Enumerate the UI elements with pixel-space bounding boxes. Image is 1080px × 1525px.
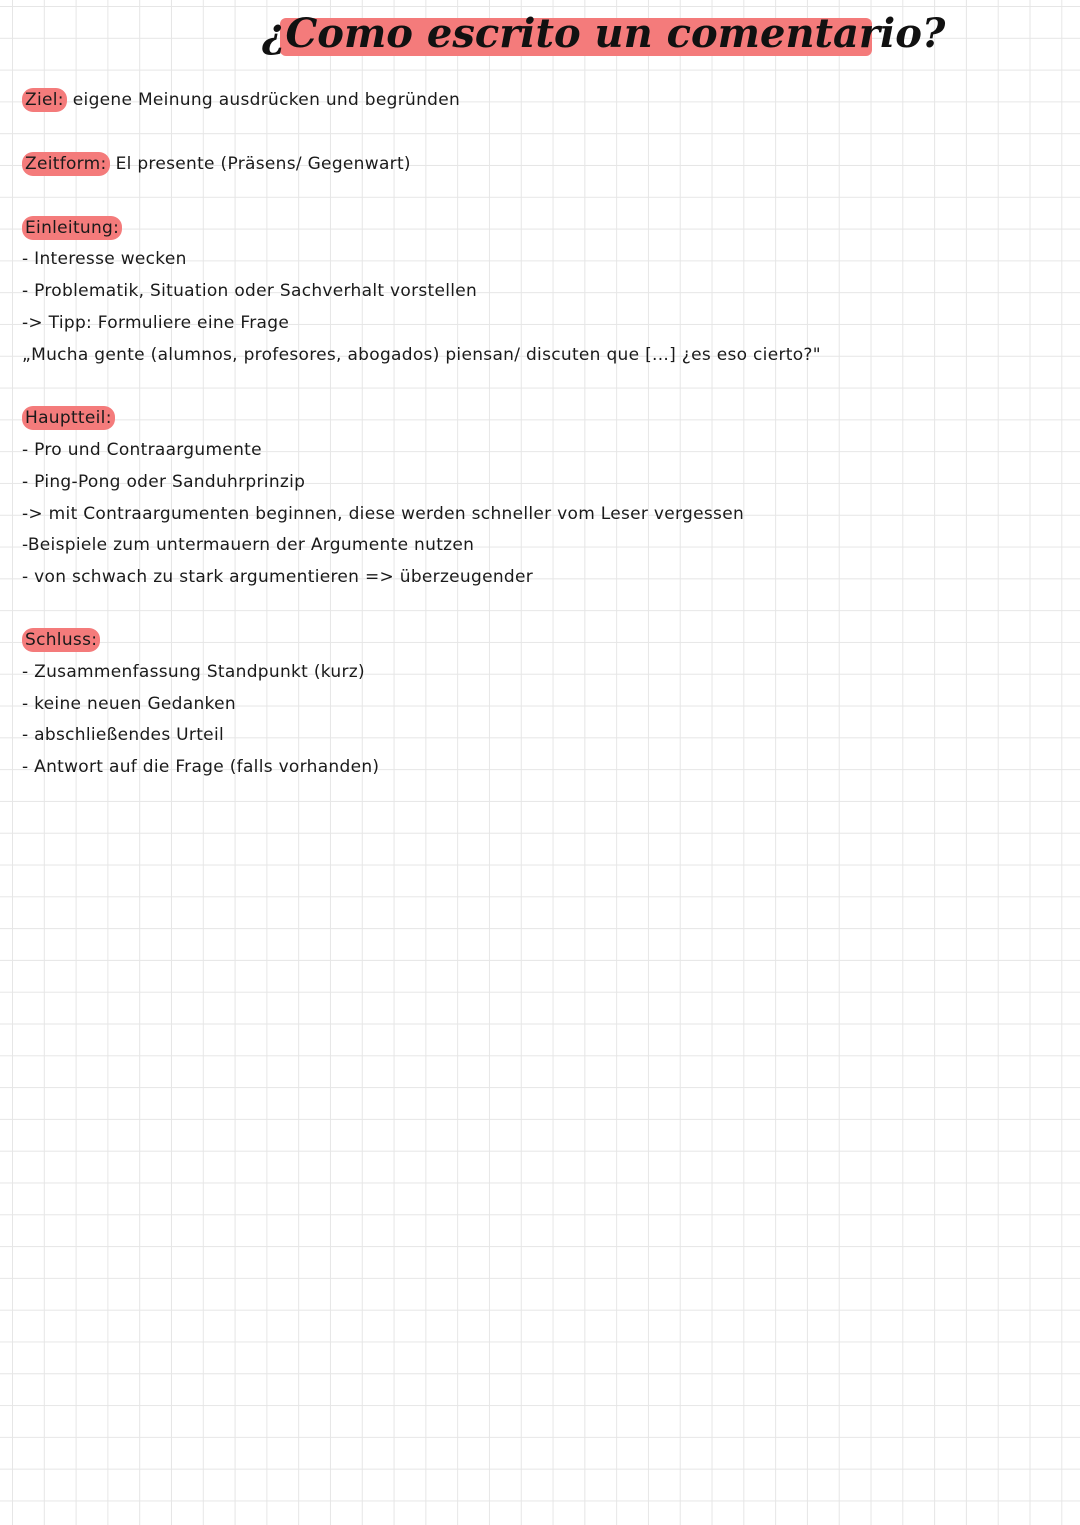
schluss-heading: Schluss: [22,628,100,652]
hauptteil-heading-line [22,404,121,432]
hauptteil-line-3: -> mit Contraargumenten beginnen, diese werden schneller vom Leser vergessen [22,504,745,524]
hauptteil-line-2: - Ping-Pong oder Sanduhrprinzip [22,472,306,492]
hauptteil-line-1: - Pro und Contraargumente [22,440,262,460]
schluss-line-3: - abschließendes Urteil [22,725,224,745]
einleitung-line-4: „Mucha gente (alumnos, profesores, abogados) piensan/ discuten que [...] ¿es eso cierto?" [22,345,821,365]
zeitform-line [22,150,411,178]
hauptteil-line-5: - von schwach zu stark argumentieren => überzeugender [22,567,534,587]
einleitung-line-2: - Problematik, Situation oder Sachverhalt vorstellen [22,281,478,301]
page-title: ¿Como escrito un comentario? [262,10,946,57]
einleitung-line-1: - Interesse wecken [22,249,187,269]
schluss-line-4: - Antwort auf die Frage (falls vorhanden) [22,757,380,777]
zeitform-tag: Zeitform: [22,152,110,176]
einleitung-heading-line [22,214,128,242]
zeitform-text: El presente (Präsens/ Gegenwart) [115,154,411,174]
ziel-tag: Ziel: [22,88,67,112]
schluss-heading-line [22,626,106,654]
ziel-line [22,86,460,114]
schluss-line-1: - Zusammenfassung Standpunkt (kurz) [22,662,365,682]
einleitung-heading: Einleitung: [22,216,122,240]
hauptteil-heading: Hauptteil: [22,406,115,430]
einleitung-line-3: -> Tipp: Formuliere eine Frage [22,313,290,333]
schluss-line-2: - keine neuen Gedanken [22,694,236,714]
hauptteil-line-4: -Beispiele zum untermauern der Argumente nutzen [22,535,475,555]
page-title-block [262,6,946,62]
ziel-text: eigene Meinung ausdrücken und begründen [72,90,461,110]
